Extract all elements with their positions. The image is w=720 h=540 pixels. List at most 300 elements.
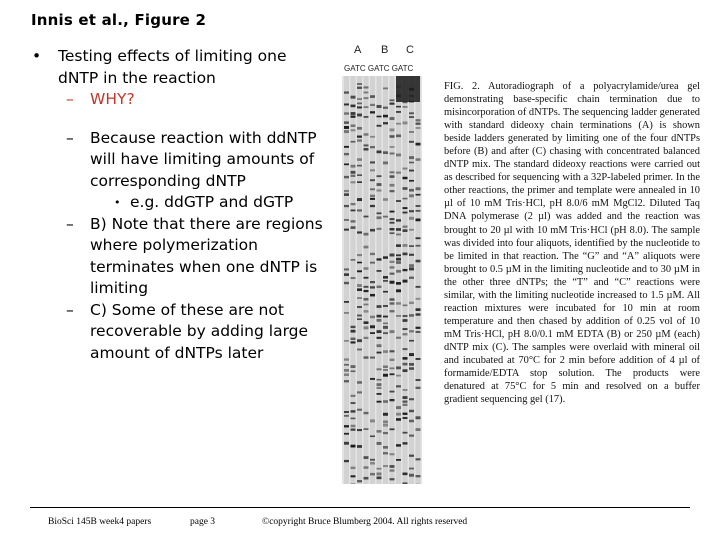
gel-band <box>383 350 388 353</box>
gel-band <box>416 298 421 300</box>
gel-band <box>416 260 421 263</box>
gel-band <box>409 340 414 342</box>
gel-band <box>351 445 356 448</box>
slide-title: Innis et al., Figure 2 <box>31 11 207 29</box>
gel-band <box>396 244 401 247</box>
sub-sub-bullet-marker: • <box>114 196 121 209</box>
sub-bullet-c-text: C) Some of these are not recoverable by adding large amount of dNTPs later <box>90 300 309 362</box>
gel-band <box>403 357 408 360</box>
gel-band <box>370 459 375 461</box>
gel-band <box>383 369 388 371</box>
gel-band <box>370 294 375 297</box>
gel-band <box>364 310 369 312</box>
gel-band <box>344 112 349 114</box>
gel-band <box>409 330 414 332</box>
gel-band <box>383 420 388 423</box>
gel-band <box>357 391 362 393</box>
gel-band <box>403 198 408 200</box>
gel-band <box>377 442 382 445</box>
gel-band <box>351 141 356 143</box>
gel-band <box>416 416 421 419</box>
gel-band <box>390 218 395 220</box>
gel-band <box>370 281 375 283</box>
gel-band <box>390 310 395 312</box>
gel-band <box>396 337 401 339</box>
gel-band <box>377 352 382 354</box>
gel-band <box>351 116 356 118</box>
gel-band <box>396 315 401 317</box>
gel-band <box>390 146 395 148</box>
gel-band <box>390 330 395 333</box>
gel-band <box>377 344 382 347</box>
gel-band <box>370 378 375 380</box>
gel-band <box>357 136 362 138</box>
gel-band <box>364 477 369 480</box>
gel-band <box>403 122 408 125</box>
gel-band <box>364 356 369 358</box>
gel-band <box>357 198 362 201</box>
gel-band <box>357 270 362 272</box>
gel-band <box>344 411 349 413</box>
gel-band <box>364 290 369 292</box>
gel-band <box>377 393 382 395</box>
gel-band <box>364 106 369 108</box>
gel-band <box>409 217 414 220</box>
gel-band <box>396 282 401 285</box>
gel-lane-smear <box>377 76 382 484</box>
gel-lane-label: A <box>354 44 362 56</box>
gel-band <box>357 231 362 233</box>
gel-band <box>383 280 388 282</box>
gel-band <box>390 469 395 471</box>
gel-band <box>351 124 356 127</box>
gel-band <box>383 216 388 218</box>
gel-band <box>403 413 408 415</box>
gel-band <box>416 308 421 311</box>
gel-band <box>351 112 356 115</box>
gel-band <box>357 254 362 256</box>
gel-band <box>409 162 414 164</box>
gel-band <box>409 353 414 356</box>
gel-band <box>409 210 414 212</box>
gel-band <box>403 319 408 322</box>
gel-band <box>377 105 382 108</box>
gel-band <box>390 190 395 192</box>
gel-band <box>364 86 369 88</box>
gel-band <box>357 349 362 351</box>
gel-band <box>396 459 401 461</box>
gel-band <box>377 368 382 370</box>
gel-band <box>344 442 349 445</box>
gel-band <box>344 205 349 207</box>
gel-figure <box>342 44 422 484</box>
gel-lane-smear <box>344 76 349 484</box>
gel-band <box>377 189 382 191</box>
gel-band <box>396 258 401 261</box>
gel-band <box>416 331 421 333</box>
gel-band <box>370 104 375 106</box>
gel-band <box>390 391 395 393</box>
gel-band <box>364 412 369 414</box>
gel-band <box>351 259 356 261</box>
gel-band <box>409 156 414 159</box>
gel-band <box>364 216 369 218</box>
gel-band <box>396 289 401 292</box>
gel-band <box>390 428 395 430</box>
gel-band <box>364 277 369 279</box>
gel-band <box>351 96 356 99</box>
gel-band <box>416 187 421 190</box>
sub-bullet-why <box>30 89 330 111</box>
gel-band <box>344 380 349 382</box>
gel-band <box>390 222 395 224</box>
gel-band <box>344 146 349 148</box>
gel-band <box>344 268 349 270</box>
gel-band <box>403 212 408 214</box>
gel-band <box>344 190 349 192</box>
gel-band <box>390 465 395 468</box>
gel-band <box>344 273 349 276</box>
gel-band <box>409 189 414 192</box>
sub-bullet-marker: – <box>66 300 74 319</box>
gel-band <box>416 313 421 315</box>
gel-band <box>357 139 362 141</box>
gel-band <box>377 258 382 260</box>
bullet-marker: • <box>32 47 42 65</box>
gel-band <box>364 246 369 249</box>
gel-band <box>390 171 395 173</box>
gel-band <box>377 125 382 127</box>
gel-band <box>396 154 401 157</box>
gel-band <box>351 220 356 222</box>
gel-band <box>390 128 395 131</box>
gel-band <box>403 280 408 283</box>
gel-band <box>344 369 349 372</box>
gel-band <box>416 158 421 161</box>
sub-bullet-c <box>30 300 330 365</box>
gel-band <box>377 183 382 186</box>
gel-base-labels: GATC GATC GATC <box>344 64 414 73</box>
gel-band <box>403 389 408 391</box>
gel-band <box>357 318 362 320</box>
gel-band <box>357 315 362 317</box>
gel-band <box>416 119 421 121</box>
sub-bullet-marker: – <box>66 128 74 147</box>
gel-band <box>403 369 408 372</box>
gel-band <box>377 319 382 322</box>
footer-page: page 3 <box>190 517 216 527</box>
gel-band <box>357 103 362 105</box>
gel-band <box>383 198 388 201</box>
gel-band <box>409 245 414 247</box>
gel-band <box>383 446 388 449</box>
gel-band <box>383 374 388 377</box>
gel-band <box>377 379 382 381</box>
gel-band <box>351 365 356 368</box>
gel-band <box>357 445 362 448</box>
gel-band <box>396 302 401 304</box>
gel-band <box>377 430 382 433</box>
gel-band <box>403 244 408 247</box>
gel-band <box>396 111 401 113</box>
gel-band <box>364 286 369 288</box>
gel-band <box>351 210 356 212</box>
gel-lane-smear <box>416 76 421 484</box>
gel-band <box>344 460 349 462</box>
gel-band <box>390 302 395 304</box>
gel-band <box>403 106 408 108</box>
gel-band <box>409 254 414 256</box>
gel-band <box>403 401 408 403</box>
gel-band <box>364 233 369 236</box>
gel-band <box>344 373 349 375</box>
gel-band <box>403 187 408 190</box>
gel-lane-smear <box>409 76 414 484</box>
gel-top-smear <box>396 76 420 102</box>
gel-band <box>370 332 375 334</box>
gel-band <box>409 116 414 118</box>
gel-band <box>416 358 421 360</box>
gel-band <box>377 212 382 214</box>
gel-band <box>351 277 356 279</box>
gel-band <box>396 366 401 369</box>
figure-caption: FIG. 2. Autoradiograph of a polyacrylamide/urea gel demonstrating base-specific chain termination due to misincorporation of dNTPs. The sequencing ladder generated with standard dideoxy chain terminations (A) is shown beside ladders generated by limiting one of the four dNTPs before (B) and after (C) chasing with concentrated balanced dNTP mix. The standard dideoxy reactions were carried out as described for sequencing with a 32P-labeled primer. In the other reactions, the primer and template were annealed in 10 µl of 10 mM Tris·HCl, pH 8.0/6 mM MgCl2. Diluted Taq DNA polymerase (2 µl) was added and the reaction was brought to 20 µl with 10 mM Tris·HCl (pH 8.0). The sample was divided into four aliquots, identified by the nucleotide to be limited in that reaction. The “G” and “A” aliquots were brought to 0.5 µM in the limiting nucleotide and to 30 µM in the other three dNTPs; the “T” and “C” reactions were similar, with the limiting nucleotide increased to 1.5 µM. All reaction mixtures were incubated for 10 min at room temperature and then chased by addition of 0.25 vol of 10 mM Tris·HCl, pH 8.0/0.1 mM EDTA (B) or 250 µM (each) dNTP mix (C). The samples were overlaid with mineral oil and incubated at 70°C for 2 min before addition of 4 µl of formamide/EDTA stop solution. The products were denatured at 75°C for 5 min and resolved on a buffer gradient sequencing gel (17). <box>444 81 700 406</box>
gel-band <box>344 176 349 178</box>
gel-band <box>403 207 408 209</box>
gel-band <box>370 419 375 422</box>
gel-band <box>351 410 356 412</box>
gel-band <box>403 168 408 170</box>
gel-band <box>344 153 349 155</box>
gel-band <box>344 126 349 129</box>
gel-band <box>357 209 362 211</box>
gel-band <box>403 442 408 444</box>
gel-band <box>370 435 375 437</box>
gel-band <box>351 326 356 328</box>
gel-band <box>357 83 362 85</box>
gel-band <box>370 316 375 319</box>
gel-lane-label: C <box>406 44 414 56</box>
gel-band <box>396 234 401 236</box>
gel-band <box>409 170 414 172</box>
gel-band <box>364 466 369 468</box>
gel-band <box>390 153 395 155</box>
gel-band <box>403 226 408 228</box>
gel-band <box>351 429 356 431</box>
gel-autoradiograph <box>342 76 422 484</box>
gel-band <box>396 123 401 125</box>
gel-band <box>370 169 375 171</box>
gel-band <box>344 364 349 366</box>
gel-band <box>383 151 388 154</box>
gel-band <box>390 478 395 480</box>
gel-band <box>344 282 349 284</box>
gel-band <box>390 298 395 300</box>
gel-band <box>390 117 395 120</box>
gel-band <box>364 133 369 135</box>
gel-band <box>351 425 356 427</box>
gel-band <box>351 475 356 477</box>
gel-band <box>396 261 401 264</box>
gel-band <box>390 350 395 352</box>
gel-band <box>377 228 382 230</box>
gel-band <box>409 363 414 366</box>
gel-band <box>390 266 395 268</box>
gel-band <box>416 245 421 247</box>
gel-band <box>364 456 369 459</box>
gel-band <box>409 302 414 304</box>
gel-band <box>357 262 362 264</box>
gel-band <box>351 467 356 469</box>
gel-band <box>416 387 421 389</box>
gel-band <box>370 325 375 328</box>
gel-band <box>344 219 349 221</box>
gel-band <box>409 180 414 182</box>
gel-band <box>377 175 382 177</box>
gel-band <box>409 455 414 457</box>
gel-band <box>344 358 349 360</box>
gel-band <box>351 165 356 168</box>
gel-band <box>403 473 408 476</box>
gel-band <box>390 184 395 187</box>
gel-band <box>364 304 369 306</box>
gel-band <box>416 210 421 212</box>
gel-band <box>390 359 395 361</box>
gel-band <box>383 305 388 307</box>
gel-band <box>370 111 375 113</box>
gel-band <box>416 379 421 381</box>
gel-band <box>370 179 375 181</box>
gel-band <box>409 264 414 267</box>
gel-band <box>357 297 362 299</box>
gel-band <box>357 339 362 342</box>
gel-band <box>390 273 395 275</box>
gel-band <box>344 91 349 93</box>
gel-band <box>396 134 401 137</box>
gel-band <box>377 337 382 339</box>
gel-band <box>357 98 362 100</box>
gel-band <box>416 286 421 288</box>
gel-band <box>383 400 388 403</box>
gel-band <box>364 337 369 339</box>
gel-lane-smear <box>364 76 369 484</box>
gel-band <box>383 256 388 258</box>
gel-band <box>344 130 349 133</box>
gel-band <box>370 198 375 200</box>
gel-band <box>351 175 356 177</box>
gel-band <box>390 211 395 213</box>
gel-band <box>344 312 349 314</box>
gel-band <box>370 136 375 138</box>
gel-band <box>351 395 356 397</box>
gel-band <box>403 269 408 271</box>
gel-band <box>390 99 395 101</box>
gel-band <box>403 417 408 419</box>
gel-band <box>357 306 362 308</box>
gel-band <box>377 150 382 153</box>
sub-bullet-a <box>30 128 330 193</box>
gel-band <box>409 229 414 231</box>
gel-band <box>403 348 408 350</box>
gel-band <box>390 453 395 455</box>
gel-band <box>370 195 375 197</box>
gel-band <box>383 413 388 416</box>
gel-band <box>396 200 401 202</box>
gel-band <box>416 237 421 239</box>
gel-band <box>409 468 414 470</box>
gel-band <box>377 468 382 470</box>
gel-band <box>383 465 388 467</box>
gel-band <box>403 253 408 256</box>
gel-band <box>357 114 362 117</box>
gel-band <box>409 474 414 477</box>
gel-band <box>370 146 375 148</box>
gel-band <box>357 480 362 482</box>
gel-band <box>396 413 401 416</box>
gel-band <box>403 482 408 484</box>
gel-band <box>377 216 382 219</box>
gel-band <box>351 181 356 183</box>
gel-band <box>377 286 382 288</box>
sub-bullet-marker: – <box>66 214 74 233</box>
gel-band <box>351 338 356 340</box>
gel-band <box>409 367 414 370</box>
gel-band <box>383 115 388 118</box>
gel-band <box>409 267 414 270</box>
gel-lane-smear <box>351 76 356 484</box>
gel-band <box>409 277 414 279</box>
gel-band <box>344 121 349 123</box>
gel-band <box>390 367 395 369</box>
gel-band <box>370 253 375 255</box>
gel-band <box>351 341 356 343</box>
gel-band <box>370 357 375 359</box>
gel-band <box>396 219 401 221</box>
gel-band <box>390 175 395 178</box>
gel-band <box>357 284 362 287</box>
gel-band <box>409 314 414 317</box>
gel-band <box>377 387 382 389</box>
footer-course: BioSci 145B week4 papers <box>48 517 152 527</box>
footer-copyright: ©copyright Bruce Blumberg 2004. All rights reserved <box>262 517 468 527</box>
gel-band <box>370 205 375 207</box>
gel-band <box>383 122 388 124</box>
gel-band <box>403 328 408 330</box>
sub-bullet-a-text: Because reaction with ddNTP will have limiting amounts of corresponding dNTP <box>90 128 317 190</box>
gel-band <box>383 107 388 109</box>
gel-band <box>364 148 369 150</box>
gel-band <box>344 103 349 105</box>
gel-band <box>403 363 408 366</box>
gel-band <box>403 404 408 406</box>
gel-band <box>370 286 375 288</box>
gel-band <box>416 194 421 196</box>
gel-band <box>351 105 356 108</box>
gel-band <box>364 428 369 430</box>
gel-band <box>357 429 362 431</box>
gel-band <box>409 141 414 143</box>
gel-lane-smear <box>396 76 401 484</box>
gel-band <box>396 228 401 231</box>
gel-band <box>396 270 401 273</box>
gel-band <box>416 205 421 207</box>
gel-band <box>383 366 388 368</box>
gel-lane-label: B <box>381 44 389 56</box>
gel-band <box>370 462 375 465</box>
gel-band <box>390 281 395 284</box>
gel-band <box>409 398 414 400</box>
sub-bullet-marker: – <box>66 90 74 108</box>
